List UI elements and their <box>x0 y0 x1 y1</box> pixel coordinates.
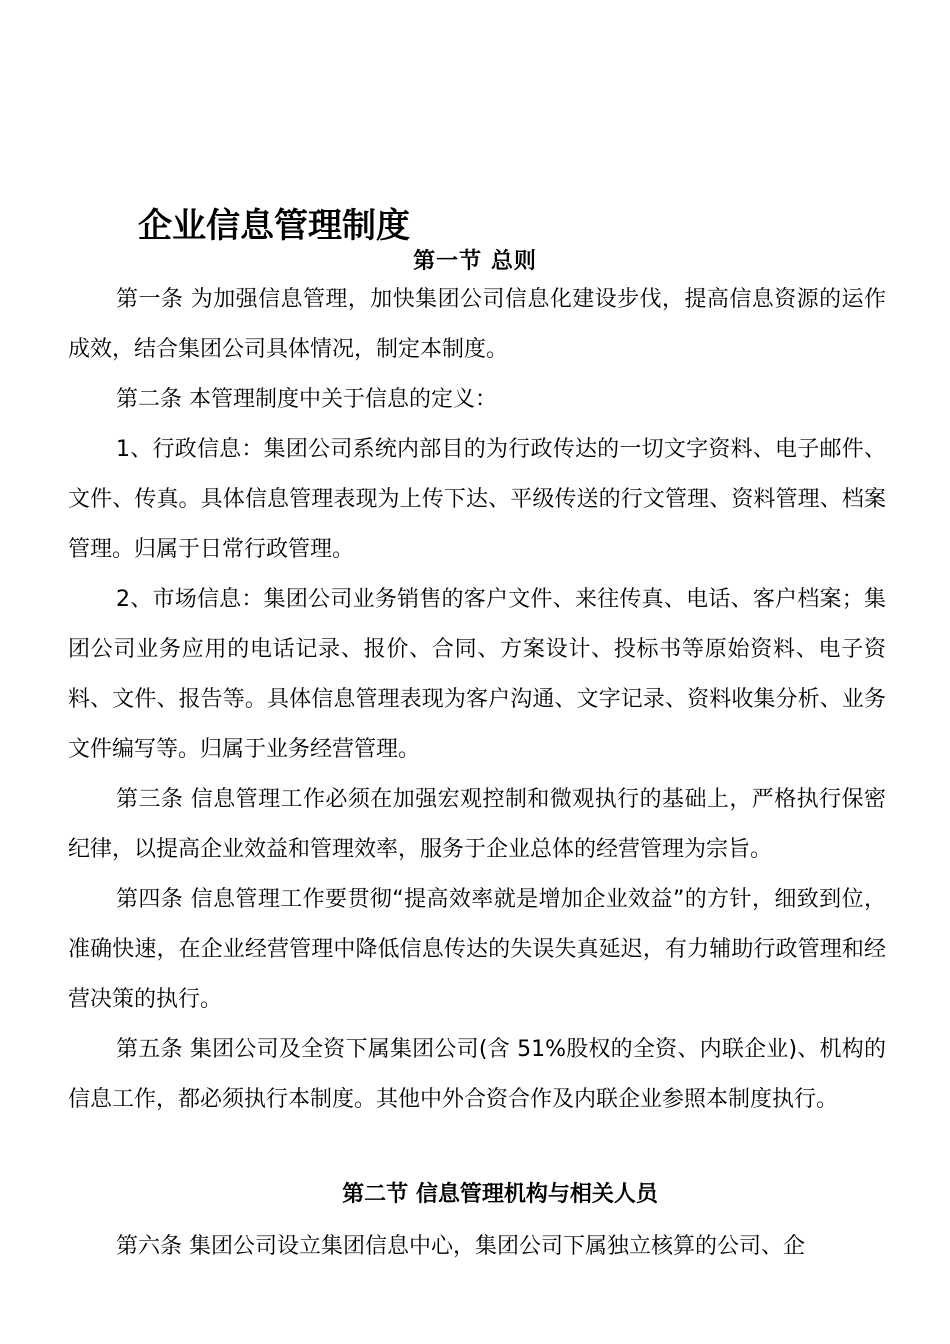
article-5: 第五条 集团公司及全资下属集团公司(含 51%股权的全资、内联企业)、机构的信息工作，都必须执行本制度。其他中外合资合作及内联企业参照本制度执行。 <box>68 1037 886 1112</box>
article-6: 第六条 集团公司设立集团信息中心，集团公司下属独立核算的公司、企 <box>116 1234 805 1259</box>
section-heading-general: 第一节 总则 <box>413 248 537 274</box>
definition-market-info: 2、市场信息：集团公司业务销售的客户文件、来往传真、电话、客户档案；集团公司业务应用的电话记录、报价、合同、方案设计、投标书等原始资料、电子资料、文件、报告等。具体信息管理表现为客户沟通、文字记录、资料收集分析、业务文件编写等。归属于业务经营管理。 <box>68 587 886 762</box>
definition-admin-info: 1、行政信息：集团公司系统内部目的为行政传达的一切文字资料、电子邮件、文件、传真。具体信息管理表现为上传下达、平级传送的行文管理、资料管理、档案管理。归属于日常行政管理。 <box>68 437 886 562</box>
document-title: 企业信息管理制度 <box>138 206 410 246</box>
article-2: 第二条 本管理制度中关于信息的定义： <box>116 387 497 412</box>
article-1: 第一条 为加强信息管理，加快集团公司信息化建设步伐，提高信息资源的运作成效，结合集团公司具体情况，制定本制度。 <box>68 287 886 362</box>
section-heading-organization: 第二节 信息管理机构与相关人员 <box>342 1182 658 1207</box>
article-4: 第四条 信息管理工作要贯彻“提高效率就是增加企业效益”的方针，细致到位，准确快速，在企业经营管理中降低信息传达的失误失真延迟，有力辅助行政管理和经营决策的执行。 <box>68 887 886 1012</box>
article-3: 第三条 信息管理工作必须在加强宏观控制和微观执行的基础上，严格执行保密纪律，以提高企业效益和管理效率，服务于企业总体的经营管理为宗旨。 <box>68 787 886 862</box>
